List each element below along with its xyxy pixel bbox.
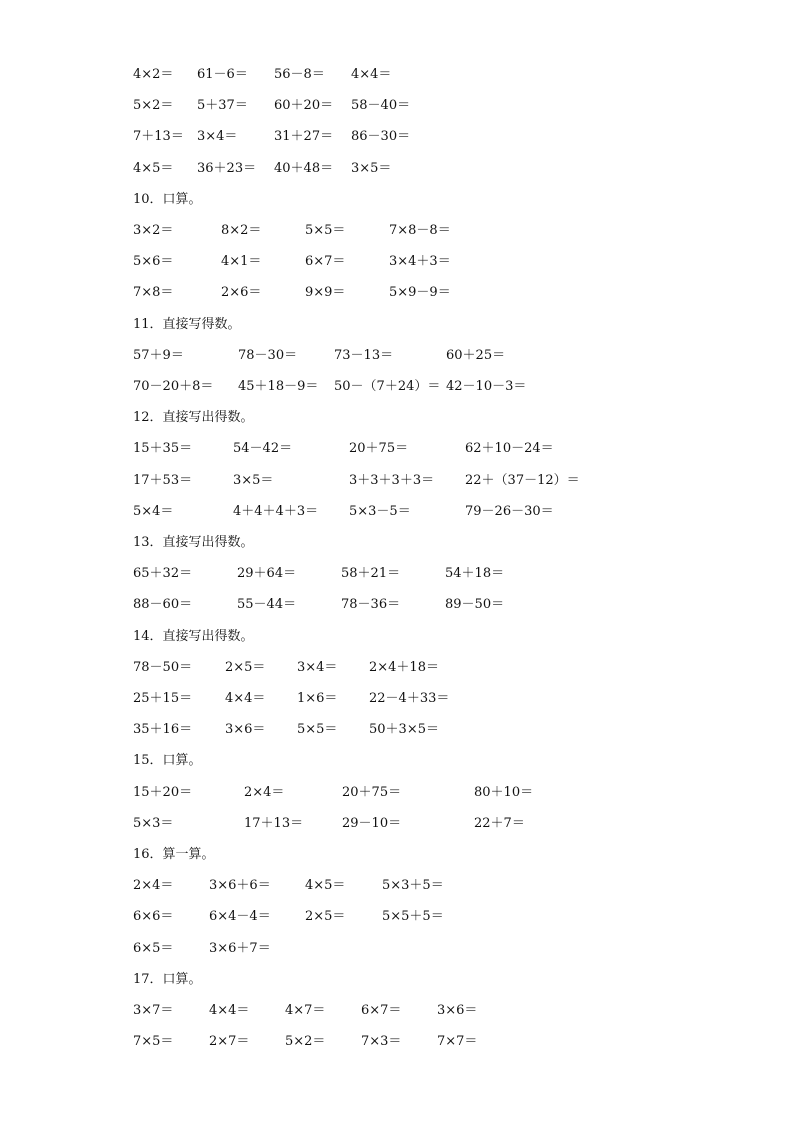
arithmetic-problem: 20＋75＝ xyxy=(349,441,409,457)
arithmetic-problem: 5×5＝ xyxy=(305,223,346,238)
arithmetic-problem: 40＋48＝ xyxy=(274,160,334,176)
arithmetic-problem: 22＋7＝ xyxy=(474,815,525,831)
arithmetic-problem: 20＋75＝ xyxy=(342,784,402,800)
arithmetic-problem: 7×7＝ xyxy=(437,1034,478,1050)
arithmetic-problem: 5×3＋5＝ xyxy=(382,878,444,894)
arithmetic-problem: 5×4＝ xyxy=(133,503,174,519)
arithmetic-problem: 29＋64＝ xyxy=(237,566,297,582)
arithmetic-problem: 5×5＋5＝ xyxy=(382,909,444,925)
arithmetic-problem: 3×5＝ xyxy=(351,160,392,176)
arithmetic-problem: 36＋23＝ xyxy=(197,160,257,176)
arithmetic-problem: 22＋（37－12）＝ xyxy=(465,472,580,488)
arithmetic-problem: 9×9＝ xyxy=(305,285,346,301)
arithmetic-problem: 4×4＝ xyxy=(351,67,392,82)
arithmetic-problem: 4×7＝ xyxy=(285,1003,326,1018)
arithmetic-problem: 2×5＝ xyxy=(305,909,346,925)
arithmetic-problem: 7×8＝ xyxy=(133,285,174,301)
arithmetic-problem: 42－10－3＝ xyxy=(446,379,527,394)
arithmetic-problem: 54－42＝ xyxy=(233,441,293,457)
arithmetic-problem: 78－50＝ xyxy=(133,659,193,675)
arithmetic-problem: 78－30＝ xyxy=(238,347,298,363)
arithmetic-problem: 5×3＝ xyxy=(133,815,174,831)
arithmetic-problem: 80＋10＝ xyxy=(474,784,534,800)
arithmetic-problem: 29－10＝ xyxy=(342,815,402,831)
arithmetic-problem: 60＋20＝ xyxy=(274,98,334,114)
arithmetic-problem: 62＋10－24＝ xyxy=(465,441,554,457)
arithmetic-problem: 60＋25＝ xyxy=(446,347,506,363)
section-heading: 17．口算。 xyxy=(133,971,202,987)
arithmetic-problem: 6×5＝ xyxy=(133,940,174,956)
arithmetic-problem: 78－36＝ xyxy=(341,597,401,613)
section-heading: 13．直接写出得数。 xyxy=(133,535,254,550)
arithmetic-problem: 7＋13＝ xyxy=(133,129,184,145)
arithmetic-problem: 2×7＝ xyxy=(209,1034,250,1050)
arithmetic-problem: 25＋15＝ xyxy=(133,691,193,706)
arithmetic-problem: 6×6＝ xyxy=(133,909,174,925)
arithmetic-problem: 3×7＝ xyxy=(133,1003,174,1018)
arithmetic-problem: 5×2＝ xyxy=(285,1034,326,1050)
arithmetic-problem: 65＋32＝ xyxy=(133,566,193,582)
section-heading: 10．口算。 xyxy=(133,191,202,207)
arithmetic-problem: 5×6＝ xyxy=(133,254,174,270)
arithmetic-problem: 56－8＝ xyxy=(274,67,325,82)
arithmetic-problem: 3×4＝ xyxy=(297,659,338,675)
arithmetic-problem: 5×5＝ xyxy=(297,722,338,738)
arithmetic-problem: 6×4－4＝ xyxy=(209,909,271,925)
section-heading: 14．直接写出得数。 xyxy=(133,628,254,644)
arithmetic-problem: 4×5＝ xyxy=(133,160,174,176)
arithmetic-problem: 55－44＝ xyxy=(237,597,297,613)
arithmetic-problem: 3×4＝ xyxy=(197,129,238,145)
arithmetic-problem: 7×3＝ xyxy=(361,1034,402,1050)
arithmetic-problem: 73－13＝ xyxy=(334,347,394,363)
arithmetic-problem: 31＋27＝ xyxy=(274,129,334,145)
arithmetic-problem: 5×9－9＝ xyxy=(389,285,451,301)
arithmetic-problem: 7×5＝ xyxy=(133,1034,174,1050)
arithmetic-problem: 50＋3×5＝ xyxy=(369,722,439,738)
arithmetic-problem: 22－4＋33＝ xyxy=(369,691,450,706)
arithmetic-problem: 79－26－30＝ xyxy=(465,503,554,519)
arithmetic-problem: 2×5＝ xyxy=(225,659,266,675)
arithmetic-problem: 89－50＝ xyxy=(445,597,505,613)
section-heading: 16．算一算。 xyxy=(133,847,215,862)
arithmetic-problem: 50－（7＋24）＝ xyxy=(334,379,441,394)
arithmetic-problem: 58－40＝ xyxy=(351,98,411,114)
section-heading: 12．直接写出得数。 xyxy=(133,410,254,426)
arithmetic-problem: 6×7＝ xyxy=(305,254,346,270)
arithmetic-problem: 15＋35＝ xyxy=(133,441,193,457)
arithmetic-problem: 3＋3＋3＋3＝ xyxy=(349,472,435,488)
arithmetic-problem: 4＋4＋4＋3＝ xyxy=(233,503,319,519)
arithmetic-problem: 35＋16＝ xyxy=(133,722,193,738)
arithmetic-problem: 2×4＝ xyxy=(133,878,174,894)
arithmetic-problem: 4×1＝ xyxy=(221,254,262,270)
arithmetic-problem: 2×6＝ xyxy=(221,285,262,301)
arithmetic-problem: 45＋18－9＝ xyxy=(238,379,319,394)
arithmetic-problem: 4×5＝ xyxy=(305,878,346,894)
section-heading: 11．直接写得数。 xyxy=(133,316,241,332)
arithmetic-problem: 3×6＋7＝ xyxy=(209,940,271,956)
arithmetic-problem: 86－30＝ xyxy=(351,129,411,145)
arithmetic-problem: 3×6＋6＝ xyxy=(209,878,271,894)
arithmetic-problem: 61－6＝ xyxy=(197,67,248,82)
arithmetic-problem: 4×4＝ xyxy=(209,1003,250,1018)
arithmetic-problem: 4×4＝ xyxy=(225,691,266,706)
arithmetic-problem: 17＋13＝ xyxy=(244,815,304,831)
arithmetic-problem: 70－20＋8＝ xyxy=(133,379,214,394)
arithmetic-problem: 3×5＝ xyxy=(233,472,274,488)
arithmetic-problem: 1×6＝ xyxy=(297,691,338,706)
arithmetic-problem: 5×3－5＝ xyxy=(349,503,411,519)
arithmetic-problem: 5×2＝ xyxy=(133,98,174,114)
arithmetic-problem: 3×6＝ xyxy=(437,1003,478,1018)
arithmetic-problem: 6×7＝ xyxy=(361,1003,402,1018)
arithmetic-problem: 5＋37＝ xyxy=(197,98,248,114)
arithmetic-problem: 3×4＋3＝ xyxy=(389,254,451,270)
arithmetic-problem: 3×2＝ xyxy=(133,223,174,238)
arithmetic-problem: 88－60＝ xyxy=(133,597,193,613)
section-heading: 15．口算。 xyxy=(133,753,202,769)
arithmetic-problem: 2×4＝ xyxy=(244,784,285,800)
arithmetic-problem: 58＋21＝ xyxy=(341,566,401,582)
arithmetic-problem: 15＋20＝ xyxy=(133,784,193,800)
arithmetic-problem: 8×2＝ xyxy=(221,223,262,238)
arithmetic-problem: 17＋53＝ xyxy=(133,472,193,488)
arithmetic-problem: 54＋18＝ xyxy=(445,566,505,582)
arithmetic-problem: 3×6＝ xyxy=(225,722,266,738)
arithmetic-problem: 57＋9＝ xyxy=(133,347,184,363)
arithmetic-problem: 2×4＋18＝ xyxy=(369,659,439,675)
arithmetic-problem: 4×2＝ xyxy=(133,67,174,82)
arithmetic-problem: 7×8－8＝ xyxy=(389,223,451,238)
